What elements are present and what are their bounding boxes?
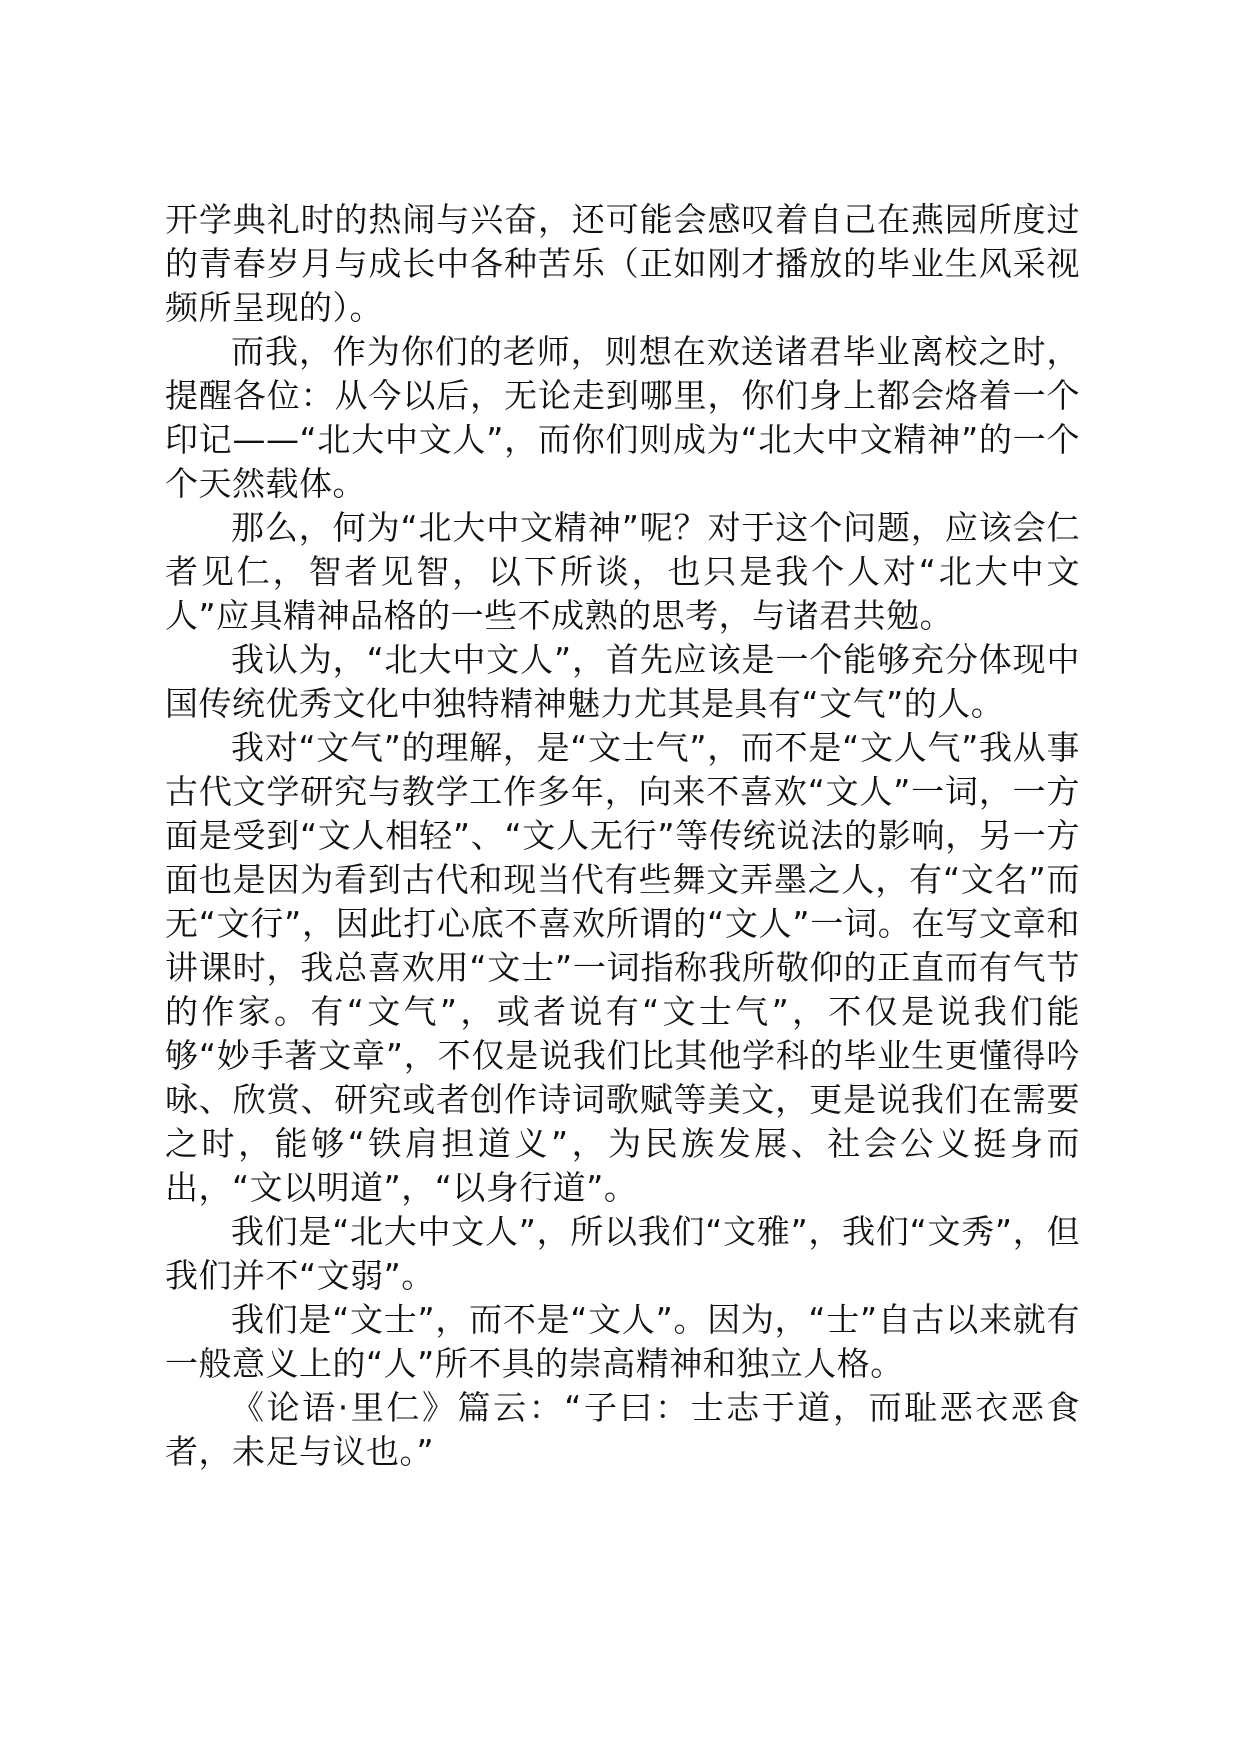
paragraph-8: 《论语·里仁》篇云：“子曰：士志于道，而耻恶衣恶食者，未足与议也。”	[165, 1388, 1080, 1471]
paragraph-2: 而我，作为你们的老师，则想在欢送诸君毕业离校之时，提醒各位：从今以后，无论走到哪里，你们身上都会烙着一个印记——“北大中文人”，而你们则成为“北大中文精神”的一个个天然载体。	[165, 332, 1080, 503]
paragraph-6: 我们是“北大中文人”，所以我们“文雅”，我们“文秀”，但我们并不“文弱”。	[165, 1212, 1080, 1295]
paragraph-4: 我认为，“北大中文人”，首先应该是一个能够充分体现中国传统优秀文化中独特精神魅力尤其是具有“文气”的人。	[165, 640, 1080, 723]
paragraph-5: 我对“文气”的理解，是“文士气”，而不是“文人气”我从事古代文学研究与教学工作多年，向来不喜欢“文人”一词，一方面是受到“文人相轻”、“文人无行”等传统说法的影响，另一方面也是因为看到古代和现当代有些舞文弄墨之人，有“文名”而无“文行”，因此打心底不喜欢所谓的“文人”一词。在写文章和讲课时，我总喜欢用“文士”一词指称我所敬仰的正直而有气节的作家。有“文气”，或者说有“文士气”，不仅是说我们能够“妙手著文章”，不仅是说我们比其他学科的毕业生更懂得吟咏、欣赏、研究或者创作诗词歌赋等美文，更是说我们在需要之时，能够“铁肩担道义”，为民族发展、社会公义挺身而出，“文以明道”，“以身行道”。	[165, 728, 1080, 1207]
document-body	[165, 198, 1080, 1474]
paragraph-3: 那么，何为“北大中文精神”呢？对于这个问题，应该会仁者见仁，智者见智，以下所谈，也只是我个人对“北大中文人”应具精神品格的一些不成熟的思考，与诸君共勉。	[165, 508, 1080, 635]
paragraph-1: 开学典礼时的热闹与兴奋，还可能会感叹着自己在燕园所度过的青春岁月与成长中各种苦乐（正如刚才播放的毕业生风采视频所呈现的）。	[165, 200, 1080, 327]
paragraph-7: 我们是“文士”，而不是“文人”。因为，“士”自古以来就有一般意义上的“人”所不具的崇高精神和独立人格。	[165, 1300, 1080, 1383]
